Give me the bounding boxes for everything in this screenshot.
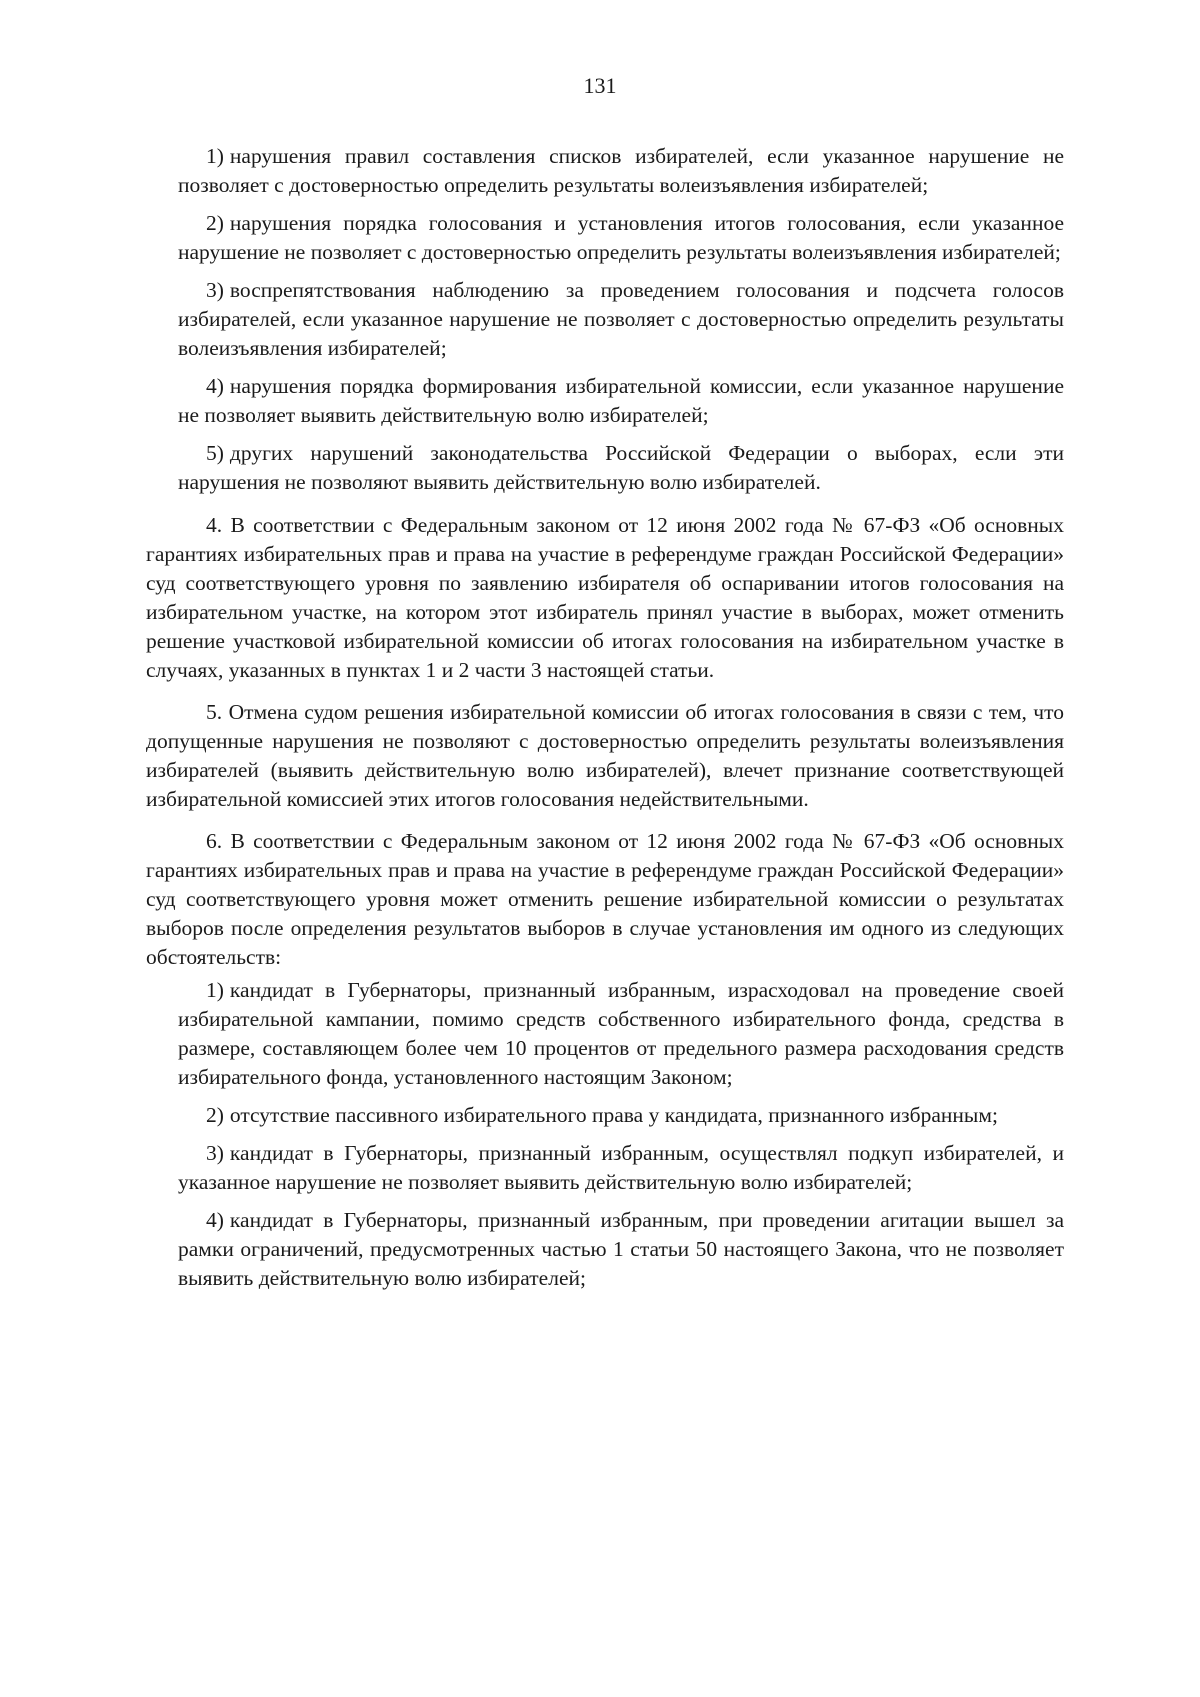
list-item-text: нарушения правил составления списков избирателей, если указанное нарушение не позволяет с достоверностью определить результаты волеизъявления избирателей; — [178, 144, 1064, 197]
paragraph-5: 5. Отмена судом решения избирательной комиссии об итогах голосования в связи с тем, что допущенные нарушения не позволяют с достоверностью определить результаты волеизъявления избирателей (выявить действительную волю избирателей), влечет признание соответствующей избирательной комиссией этих итогов голосования недействительными. — [146, 700, 1064, 811]
paragraph-4: 4. В соответствии с Федеральным законом от 12 июня 2002 года № 67-ФЗ «Об основных гарантиях избирательных прав и права на участие в референдуме граждан Российской Федерации» суд соответствующего уровня по заявлению избирателя об оспаривании итогов голосования на избирательном участке, на котором этот избиратель принял участие в выборах, может отменить решение участковой избирательной комиссии об итогах голосования на избирательном участке в случаях, указанных в пунктах 1 и 2 части 3 настоящей статьи. — [146, 513, 1064, 682]
list-item — [146, 976, 1064, 1092]
list-item-text: кандидат в Губернаторы, признанный избранным, осуществлял подкуп избирателей, и указанное нарушение не позволяет выявить действительную волю избирателей; — [178, 1141, 1064, 1194]
list-item — [146, 1101, 1064, 1130]
list-item-number: 5) — [206, 441, 224, 465]
list-item — [146, 1139, 1064, 1197]
list-item-number: 1) — [206, 144, 224, 168]
list-item-number: 3) — [206, 278, 224, 302]
list-item — [146, 372, 1064, 430]
list-item-text: кандидат в Губернаторы, признанный избранным, израсходовал на проведение своей избирательной кампании, помимо средств собственного избирательного фонда, средства в размере, составляющем более чем 10 процентов от предельного размера расходования средств избирательного фонда, установленного настоящим Законом; — [178, 978, 1064, 1089]
list-item-text: воспрепятствования наблюдению за проведением голосования и подсчета голосов избирателей, если указанное нарушение не позволяет с достоверностью определить результаты волеизъявления избирателей; — [178, 278, 1064, 360]
paragraph-6: 6. В соответствии с Федеральным законом от 12 июня 2002 года № 67-ФЗ «Об основных гарантиях избирательных прав и права на участие в референдуме граждан Российской Федерации» суд соответствующего уровня может отменить решение избирательной комиссии о результатах выборов после определения результатов выборов в случае установления им одного из следующих обстоятельств: — [146, 829, 1064, 969]
page-number: 131 — [583, 73, 617, 98]
list-item-text: других нарушений законодательства Российской Федерации о выборах, если эти нарушения не позволяют выявить действительную волю избирателей. — [178, 441, 1064, 494]
document-body — [146, 142, 1064, 1302]
list-item-number: 4) — [206, 374, 224, 398]
list-item-number: 1) — [206, 978, 224, 1002]
list-item-number: 2) — [206, 211, 224, 235]
list-item-text: нарушения порядка формирования избирательной комиссии, если указанное нарушение не позволяет выявить действительную волю избирателей; — [178, 374, 1064, 427]
list-item — [146, 439, 1064, 497]
list-item — [146, 1206, 1064, 1293]
list-item — [146, 142, 1064, 200]
list-item — [146, 276, 1064, 363]
list-item-text: кандидат в Губернаторы, признанный избранным, при проведении агитации вышел за рамки ограничений, предусмотренных частью 1 статьи 50 настоящего Закона, что не позволяет выявить действительную волю избирателей; — [178, 1208, 1064, 1290]
list-item-text: отсутствие пассивного избирательного права у кандидата, признанного избранным; — [229, 1103, 998, 1127]
list-item-number: 2) — [206, 1103, 224, 1127]
list-item-number: 3) — [206, 1141, 224, 1165]
list-item — [146, 209, 1064, 267]
list-item-text: нарушения порядка голосования и установления итогов голосования, если указанное нарушение не позволяет с достоверностью определить результаты волеизъявления избирателей; — [178, 211, 1064, 264]
list-item-number: 4) — [206, 1208, 224, 1232]
